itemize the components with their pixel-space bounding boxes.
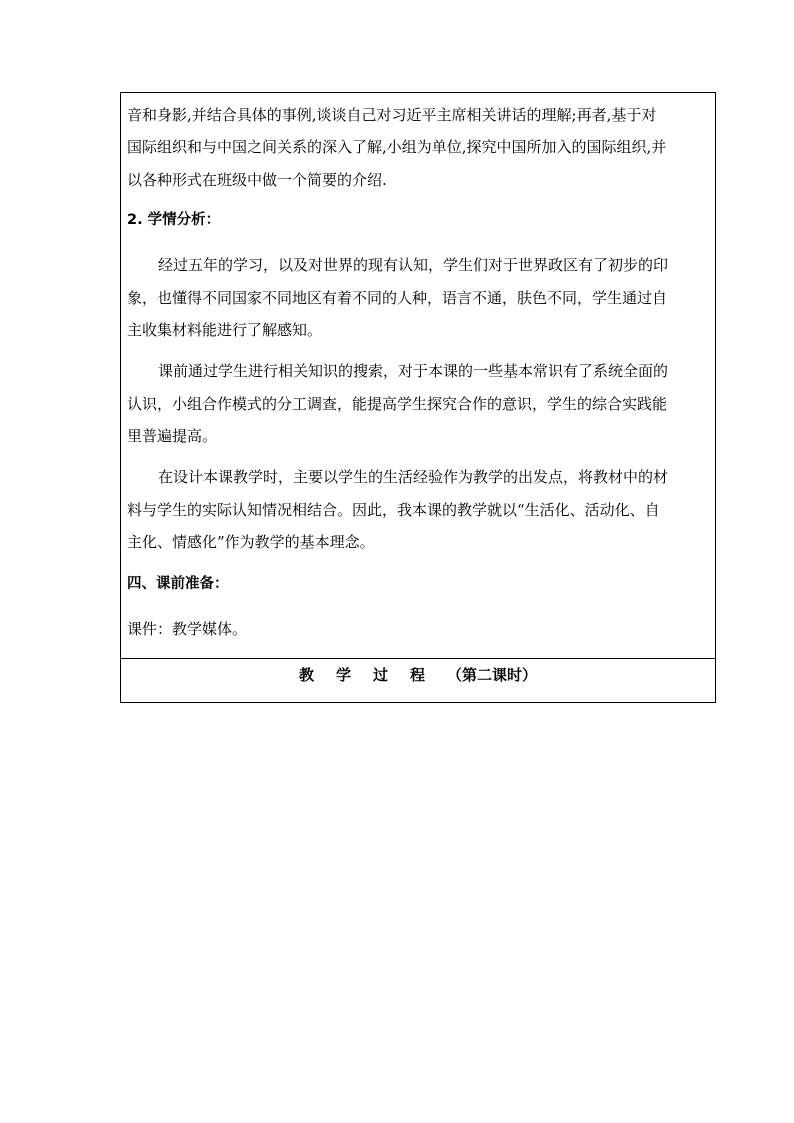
process-header-cell xyxy=(121,659,715,702)
paragraph-line: 里普遍提高。 xyxy=(127,427,218,445)
paragraph-line: 音和身影,并结合具体的事例,谈谈自己对习近平主席相关讲话的理解;再者,基于对 xyxy=(127,106,657,124)
paragraph-line: 认识，小组合作模式的分工调查，能提高学生探究合作的意识，学生的综合实践能 xyxy=(127,395,668,413)
paragraph-line: 主化、情感化”作为教学的基本理念。 xyxy=(127,533,375,551)
paragraph-line: 料与学生的实际认知情况相结合。因此，我本课的教学就以“生活化、活动化、自 xyxy=(127,501,660,519)
section-heading-student-analysis: 2. 学情分析： xyxy=(127,212,221,228)
section-heading-preparation: 四、课前准备： xyxy=(127,576,229,592)
paragraph-line: 经过五年的学习，以及对世界的现有认知，学生们对于世界政区有了初步的印 xyxy=(158,256,669,274)
paragraph-line: 以各种形式在班级中做一个简要的介绍. xyxy=(127,171,387,189)
process-title-main: 教学过程 xyxy=(298,666,447,684)
paragraph-line: 象，也懂得不同国家不同地区有着不同的人种，语言不通，肤色不同，学生通过自 xyxy=(127,289,668,307)
paragraph-line: 主收集材料能进行了解感知。 xyxy=(127,321,323,339)
paragraph-line: 国际组织和与中国之间关系的深入了解,小组为单位,探究中国所加入的国际组织,并 xyxy=(127,138,667,156)
paragraph-line: 在设计本课教学时，主要以学生的生活经验作为教学的出发点，将教材中的材 xyxy=(158,468,669,486)
preparation-text: 课件：教学媒体。 xyxy=(127,620,248,638)
process-header-title xyxy=(121,665,715,685)
content-cell xyxy=(121,93,715,659)
paragraph-line: 课前通过学生进行相关知识的搜索，对于本课的一些基本常识有了系统全面的 xyxy=(158,362,669,380)
document-table xyxy=(120,92,716,703)
process-title-suffix: （第二课时） xyxy=(447,666,538,684)
